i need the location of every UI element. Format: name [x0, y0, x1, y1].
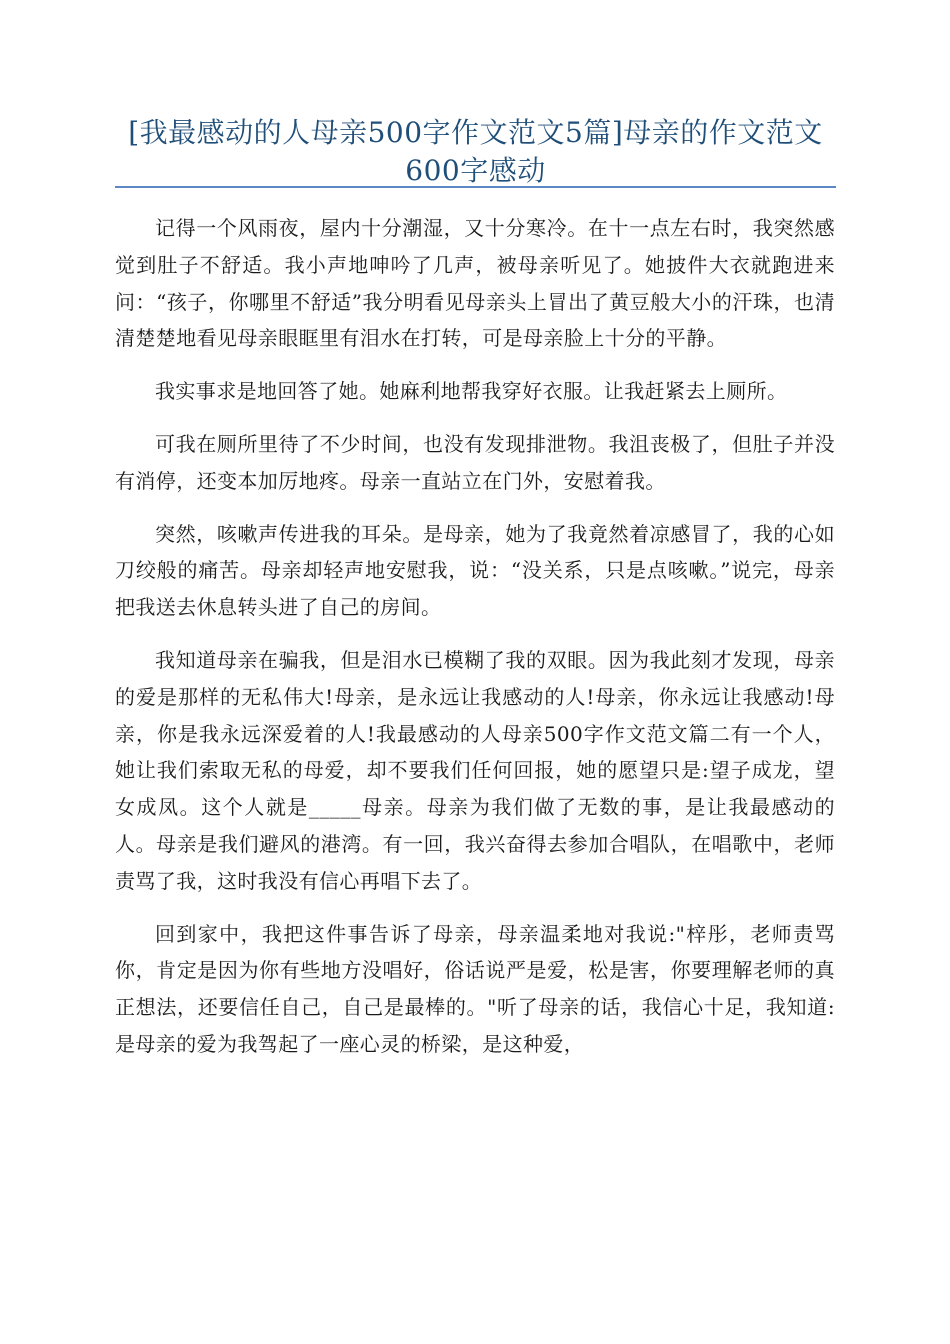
paragraph: 我知道母亲在骗我，但是泪水已模糊了我的双眼。因为我此刻才发现，母亲的爱是那样的无私伟大!母亲，是永远让我感动的人!母亲，你永远让我感动!母亲，你是我永远深爱着的人!我最感动的人母亲500字作文范文篇二有一个人，她让我们索取无私的母爱，却不要我们任何回报，她的愿望只是:望子成龙，望女成凤。这个人就是_____母亲。母亲为我们做了无数的事，是让我最感动的人。母亲是我们避风的港湾。有一回，我兴奋得去参加合唱队，在唱歌中，老师责骂了我，这时我没有信心再唱下去了。 [115, 647, 835, 893]
document-body [115, 210, 835, 1079]
paragraph: 记得一个风雨夜，屋内十分潮湿，又十分寒冷。在十一点左右时，我突然感觉到肚子不舒适。我小声地呻吟了几声，被母亲听见了。她披件大衣就跑进来问：“孩子，你哪里不舒适”我分明看见母亲头上冒出了黄豆般大小的汗珠，也清清楚楚地看见母亲眼眶里有泪水在打转，可是母亲脸上十分的平静。 [115, 216, 835, 351]
paragraph: 我实事求是地回答了她。她麻利地帮我穿好衣服。让我赶紧去上厕所。 [155, 379, 788, 404]
paragraph: 突然，咳嗽声传进我的耳朵。是母亲，她为了我竟然着凉感冒了，我的心如刀绞般的痛苦。母亲却轻声地安慰我，说：“没关系，只是点咳嗽。”说完，母亲把我送去休息转头进了自己的房间。 [115, 521, 835, 620]
paragraph: 可我在厕所里待了不少时间，也没有发现排泄物。我沮丧极了，但肚子并没有消停，还变本加厉地疼。母亲一直站立在门外，安慰着我。 [115, 431, 835, 493]
paragraph: 回到家中，我把这件事告诉了母亲，母亲温柔地对我说:"梓彤，老师责骂你，肯定是因为你有些地方没唱好，俗话说严是爱，松是害，你要理解老师的真正想法，还要信任自己，自己是最棒的。"听了母亲的话，我信心十足，我知道:是母亲的爱为我驾起了一座心灵的桥梁，是这种爱， [115, 921, 835, 1056]
title-underline-divider [115, 186, 836, 188]
document-title: [我最感动的人母亲500字作文范文5篇]母亲的作文范文600字感动 [128, 116, 823, 187]
